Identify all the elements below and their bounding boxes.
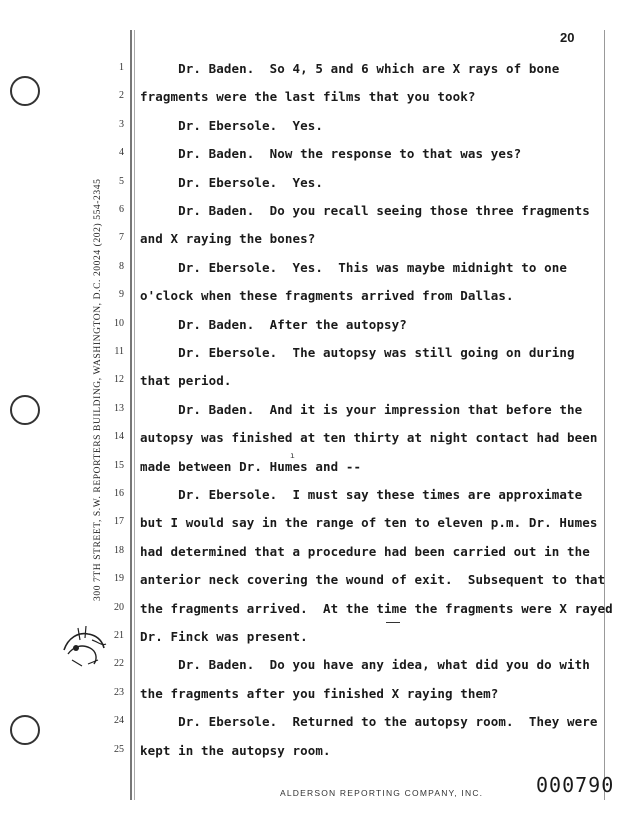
line-number: 25 — [114, 743, 124, 755]
transcript-line: the fragments arrived. At the time the fragments were X rayed — [140, 600, 613, 616]
transcript-line: Dr. Finck was present. — [140, 629, 308, 644]
transcript-line: had determined that a procedure had been carried out in the — [140, 543, 590, 559]
document-number: 000790 — [536, 773, 615, 797]
line-number: 18 — [114, 544, 124, 556]
transcript-line: o'clock when these fragments arrived from Dallas. — [140, 288, 514, 304]
transcript-line: that period. — [140, 373, 232, 389]
line-number: 20 — [114, 601, 124, 613]
stray-mark: ı — [290, 451, 295, 460]
binder-hole-bottom — [10, 715, 40, 745]
transcript-line: Dr. Baden. Do you have any idea, what did you do with — [140, 657, 590, 673]
line-number: 4 — [119, 147, 124, 159]
transcript-line: Dr. Baden. Now the response to that was yes? — [140, 146, 522, 162]
line-number: 15 — [114, 459, 124, 471]
transcript-line: Dr. Ebersole. Yes. — [140, 117, 324, 133]
line-number: 23 — [114, 686, 124, 698]
transcript-line: autopsy was finished at ten thirty at night contact had been — [140, 430, 598, 446]
line-number: 6 — [119, 204, 124, 215]
line-number: 11 — [114, 346, 124, 357]
stray-mark — [386, 622, 400, 623]
transcript-line: the fragments after you finished X raying them? — [140, 685, 499, 701]
transcript-line: anterior neck covering the wound of exit. Subsequent to that — [140, 572, 606, 588]
line-number: 17 — [114, 516, 124, 528]
transcript-line: made between Dr. Humes and -- — [140, 458, 362, 474]
transcript-line: Dr. Baden. After the autopsy? — [140, 316, 407, 332]
transcript-line: Dr. Ebersole. Yes. This was maybe midnight to one — [140, 259, 568, 275]
binder-hole-top — [10, 76, 40, 106]
transcript-line: Dr. Ebersole. The autopsy was still going on during — [140, 345, 575, 360]
reporter-address-side-text: 300 7TH STREET, S.W. REPORTERS BUILDING, WASHINGTON, D.C. 20024 (202) 554-2345 — [93, 178, 103, 602]
line-number: 19 — [114, 573, 124, 585]
line-number: 12 — [114, 374, 124, 386]
page-number: 20 — [560, 30, 575, 45]
line-number: 14 — [114, 431, 124, 443]
transcript-line: Dr. Baden. Do you recall seeing those three fragments — [140, 203, 590, 218]
reporting-company-logo-icon — [58, 620, 110, 670]
transcript-line: fragments were the last films that you took? — [140, 89, 476, 105]
transcript-line: and X raying the bones? — [140, 231, 316, 247]
line-number: 22 — [114, 658, 124, 670]
line-number: 2 — [119, 90, 124, 102]
line-number: 21 — [114, 630, 124, 641]
transcript-line: Dr. Ebersole. Yes. — [140, 174, 324, 190]
transcript-line: but I would say in the range of ten to eleven p.m. Dr. Humes — [140, 515, 598, 531]
line-number: 13 — [114, 402, 124, 414]
line-number: 1 — [119, 62, 124, 73]
line-number: 8 — [119, 260, 124, 272]
transcript-line: kept in the autopsy room. — [140, 742, 331, 758]
left-margin-rule — [130, 30, 132, 800]
transcript-line: Dr. Ebersole. Returned to the autopsy room. They were — [140, 714, 598, 730]
line-number: 5 — [119, 175, 124, 187]
binder-hole-middle — [10, 395, 40, 425]
line-number: 16 — [114, 488, 124, 499]
transcript-line: Dr. Baden. So 4, 5 and 6 which are X rays of bone — [140, 61, 560, 76]
line-number: 10 — [114, 317, 124, 329]
footer-company: ALDERSON REPORTING COMPANY, INC. — [280, 788, 484, 798]
transcript-line: Dr. Baden. And it is your impression that before the — [140, 401, 583, 417]
line-number: 24 — [114, 715, 124, 727]
line-number: 7 — [119, 232, 124, 244]
line-number: 9 — [119, 289, 124, 301]
transcript-line: Dr. Ebersole. I must say these times are approximate — [140, 487, 583, 502]
left-margin-rule-inner — [134, 30, 135, 800]
line-number: 3 — [119, 118, 124, 130]
